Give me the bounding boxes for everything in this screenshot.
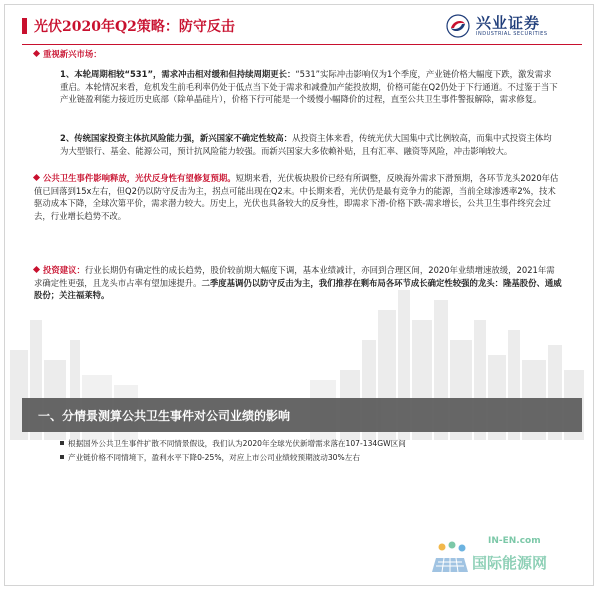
paragraph-reflexivity <box>34 172 562 222</box>
paragraph-investment-advice <box>34 264 562 302</box>
bullet-profit-scenario <box>60 452 360 463</box>
brand-name-cn: 兴业证券 <box>476 14 541 32</box>
watermark-cn: 国际能源网 <box>472 554 548 572</box>
watermark-en: IN-EN.com <box>488 536 541 546</box>
diamond-bullet-icon <box>33 50 40 57</box>
source-watermark <box>428 532 588 584</box>
item1-body: “531”实际冲击影响仅为1个季度，产业链价格大幅度下跌，激发需求重启。本轮情况来看，危机发生前毛利率仍处于低点当下处于需求和减叠加产能投放期，价格可能在Q2仍处于下行通道。不过鉴于当下产业链盈利能力接近历史底部（除单晶硅片），价格下行可能是一个缓慢小幅降价的过程，直至公共卫生事件警报解除，需求修复。 <box>60 69 558 104</box>
paragraph-cycle-comparison <box>60 68 558 106</box>
bullet-text: 根据国外公共卫生事件扩散不同情景假设，我们认为2020年全球光伏新增需求落在107-134GW区间 <box>68 439 406 448</box>
solar-panel-people-icon <box>428 538 472 582</box>
diamond-bullet-icon <box>33 174 40 181</box>
banner-title: 一、分情景测算公共卫生事件对公司业绩的影响 <box>38 409 291 423</box>
item2-lead: 2、传统国家投资主体抗风险能力强，新兴国家不确定性较高： <box>60 133 292 143</box>
section-heading-emerging-markets <box>34 48 102 61</box>
bullet-demand-scenario <box>60 438 406 449</box>
bullet-text: 产业链价格不同情境下，盈利水平下降0-25%，对应上市公司业绩较预期波动30%左右 <box>68 453 360 462</box>
advice-label: 投资建议： <box>43 265 85 275</box>
heading-text: 重视新兴市场： <box>43 49 102 59</box>
section-banner <box>22 398 582 432</box>
slide-title: 光伏2020年Q2策略：防守反击 <box>34 19 235 35</box>
advice-body: 行业长期仍有确定性的成长趋势，股价较前期大幅度下调，基本业绩减计，亦回到合理区间，2020年业绩增速放缓，2021年需求确定性更强，且龙头市占率有望加速提升。 <box>34 265 555 288</box>
reflexivity-body: 短期来看，光伏板块股价已经有所调整，反映海外需求下滑预期，各环节龙头2020年估值已回落到15x左右，但Q2仍以防守反击为主，拐点可能出现在Q2末。中长期来看，光伏仍是最有竞争力的能源，当前全球渗透率2%，技术驱动成本下降，全球次第平价，需求潜力较大。历史上，光伏也具备较大的反身性，即需求下滑-价格下跌-需求增长，公共卫生事件终究会过去，行业增长趋势不改。 <box>34 173 559 221</box>
reflexivity-lead: 公共卫生事件影响释放，光伏反身性有望修复预期。 <box>43 173 236 183</box>
square-bullet-icon <box>60 441 64 445</box>
item1-lead: 1、本轮周期相较“531”，需求冲击相对缓和但持续周期更长： <box>60 69 296 79</box>
square-bullet-icon <box>60 455 64 459</box>
paragraph-investor-risk <box>60 132 558 157</box>
brand-name-en: INDUSTRIAL SECURITIES <box>476 31 548 37</box>
diamond-bullet-icon <box>33 266 40 273</box>
item2-body: 从投资主体来看，传统光伏大国集中式比例较高，而集中式投资主体均为大型银行、基金、能源公司，预计抗风险能力较强。而新兴国家大多依赖补贴，且有汇率、融资等风险，冲击影响较大。 <box>60 133 552 156</box>
advice-recommendation: 二季度基调仍以防守反击为主，我们推荐在剩布局各环节成长确定性较强的龙头：隆基股份、通威股份；关注福莱特。 <box>34 277 562 300</box>
